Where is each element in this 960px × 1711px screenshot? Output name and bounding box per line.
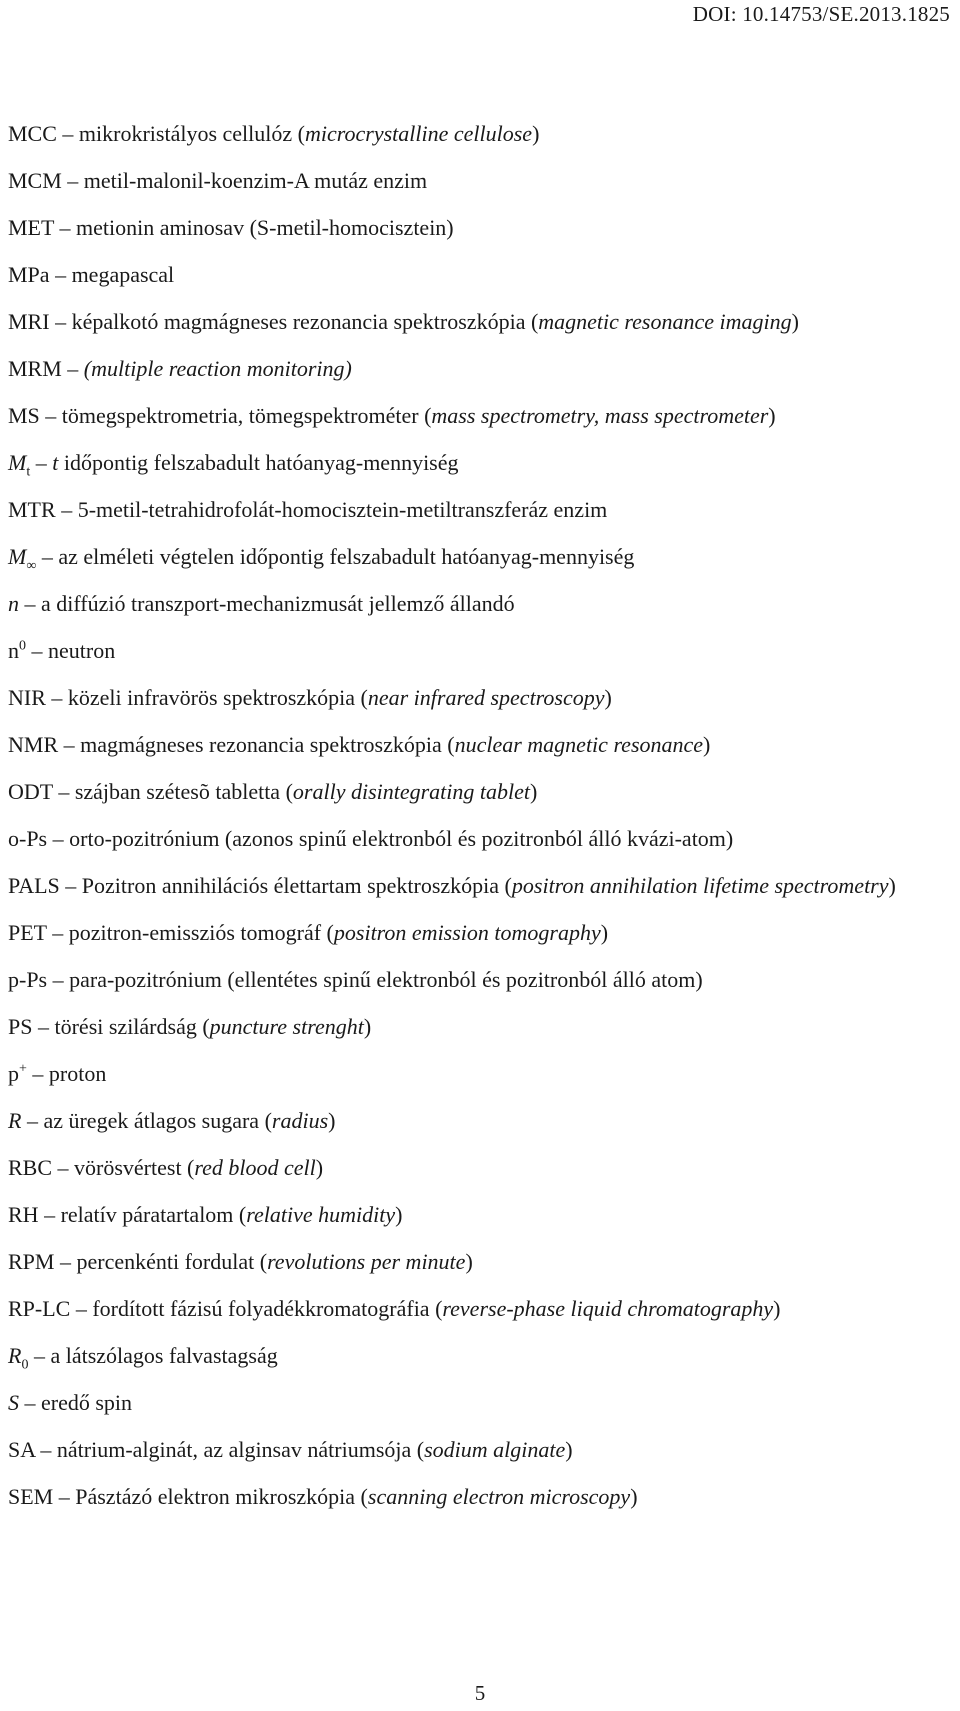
abbreviation-entry: NIR – közeli infravörös spektroszkópia (near infrared spectroscopy) xyxy=(8,685,612,710)
abbreviation-term: NMR xyxy=(8,732,59,757)
english-term: revolutions per minute xyxy=(267,1249,466,1274)
abbreviation-entry: MTR – 5-metil-tetrahidrofolát-homocisztein-metiltranszferáz enzim xyxy=(8,497,608,522)
abbreviation-entry: MRM – (multiple reaction monitoring) xyxy=(8,356,352,381)
abbreviation-entry: p+ – proton xyxy=(8,1061,107,1086)
english-term: scanning electron microscopy xyxy=(367,1484,631,1509)
abbreviation-term: MS xyxy=(8,403,40,428)
abbreviation-entry: NMR – magmágneses rezonancia spektroszkópia (nuclear magnetic resonance) xyxy=(8,732,711,757)
abbreviation-term: SEM xyxy=(8,1484,54,1509)
english-term: mass spectrometry, mass spectrometer xyxy=(431,403,769,428)
abbreviation-term: p-Ps xyxy=(8,967,48,992)
abbreviation-term: SA xyxy=(8,1437,35,1462)
abbreviation-entry: $M_\infty$ – az elméleti végtelen időpontig felszabadult hatóanyag-mennyiség xyxy=(8,544,635,574)
english-term: relative humidity xyxy=(246,1202,396,1227)
abbreviation-term: MRM xyxy=(8,356,62,381)
english-term: microcrystalline cellulose xyxy=(304,121,533,146)
abbreviation-term: M xyxy=(8,450,27,475)
subscript: ∞ xyxy=(26,558,37,574)
abbreviation-entry: RPM – percenkénti fordulat (revolutions per minute) xyxy=(8,1249,473,1274)
abbreviation-definition: Pásztázó elektron mikroszkópia ( xyxy=(75,1484,368,1509)
abbreviation-definition: időpontig felszabadult hatóanyag-mennyiség xyxy=(58,450,459,475)
abbreviation-entry: $M_t$ – t időpontig felszabadult hatóanyag-mennyiség xyxy=(8,450,459,480)
english-term: positron emission tomography xyxy=(333,920,601,945)
abbreviation-definition: képalkotó magmágneses rezonancia spektroszkópia ( xyxy=(71,309,539,334)
abbreviation-term: MRI xyxy=(8,309,50,334)
abbreviation-definition: szájban szétesõ tabletta ( xyxy=(74,779,293,804)
english-term: (multiple reaction monitoring) xyxy=(83,356,352,381)
abbreviation-entry: n – a diffúzió transzport-mechanizmusát jellemző állandó xyxy=(8,591,515,616)
abbreviation-entry: PET – pozitron-emissziós tomográf (positron emission tomography) xyxy=(8,920,609,945)
abbreviation-entry: PALS – Pozitron annihilációs élettartam spektroszkópia (positron annihilation lifetime spectrometry) xyxy=(8,873,896,898)
abbreviation-term: MCC xyxy=(8,121,57,146)
abbreviation-definition: az elméleti végtelen időpontig felszabadult hatóanyag-mennyiség xyxy=(58,544,635,569)
abbreviation-definition: fordított fázisú folyadékkromatográfia ( xyxy=(92,1296,443,1321)
abbreviation-entry: SA – nátrium-alginát, az alginsav nátriumsója (sodium alginate) xyxy=(8,1437,573,1462)
english-term: radius xyxy=(271,1108,329,1133)
abbreviation-definition: közeli infravörös spektroszkópia ( xyxy=(67,685,368,710)
abbreviation-term: PS xyxy=(8,1014,33,1039)
abbreviation-term: RH xyxy=(8,1202,39,1227)
abbreviation-term: RBC xyxy=(8,1155,53,1180)
english-term: puncture strenght xyxy=(209,1014,364,1039)
abbreviation-term: R xyxy=(8,1108,22,1133)
abbreviation-entry: RH – relatív páratartalom (relative humidity) xyxy=(8,1202,403,1227)
abbreviation-definition: neutron xyxy=(48,638,116,663)
abbreviation-entry: p-Ps – para-pozitrónium (ellentétes spinű elektronból és pozitronból álló atom) xyxy=(8,967,703,992)
abbreviation-term: MTR xyxy=(8,497,56,522)
abbreviation-term: NIR xyxy=(8,685,46,710)
english-term: reverse-phase liquid chromatography xyxy=(442,1296,774,1321)
abbreviation-entry: S – eredő spin xyxy=(8,1390,133,1415)
abbreviation-entry: RBC – vörösvértest (red blood cell) xyxy=(8,1155,324,1180)
abbreviation-entry: SEM – Pásztázó elektron mikroszkópia (scanning electron microscopy) xyxy=(8,1484,638,1509)
subscript: 0 xyxy=(21,1357,29,1373)
abbreviation-term: RPM xyxy=(8,1249,55,1274)
abbreviation-definition: metionin aminosav (S-metil-homocisztein) xyxy=(76,215,454,240)
variable: t xyxy=(52,450,59,475)
abbreviation-definition: pozitron-emissziós tomográf ( xyxy=(68,920,334,945)
superscript: 0 xyxy=(19,638,26,654)
abbreviation-entry: MCC – mikrokristályos cellulóz (microcrystalline cellulose) xyxy=(8,121,540,146)
abbreviation-definition: mikrokristályos cellulóz ( xyxy=(78,121,305,146)
english-term: magnetic resonance imaging xyxy=(538,309,792,334)
abbreviation-entry: MS – tömegspektrometria, tömegspektrométer (mass spectrometry, mass spectrometer) xyxy=(8,403,776,428)
abbreviation-definition: orto-pozitrónium (azonos spinű elektronból és pozitronból álló kvázi-atom) xyxy=(69,826,734,851)
abbreviation-entry: R – az üregek átlagos sugara (radius) xyxy=(8,1108,336,1133)
superscript: + xyxy=(19,1061,27,1077)
english-term: positron annihilation lifetime spectrometry xyxy=(511,873,889,898)
abbreviation-term: ODT xyxy=(8,779,53,804)
abbreviation-term: MPa xyxy=(8,262,50,287)
abbreviation-definition: 5-metil-tetrahidrofolát-homocisztein-metiltranszferáz enzim xyxy=(77,497,608,522)
abbreviation-term: RP-LC xyxy=(8,1296,71,1321)
abbreviation-definition: megapascal xyxy=(71,262,175,287)
abbreviation-entry: RP-LC – fordított fázisú folyadékkromatográfia (reverse-phase liquid chromatography) xyxy=(8,1296,781,1321)
abbreviation-term: M xyxy=(8,544,27,569)
abbreviation-term: S xyxy=(8,1390,19,1415)
english-term: nuclear magnetic resonance xyxy=(454,732,704,757)
english-term: orally disintegrating tablet xyxy=(292,779,531,804)
abbreviation-term: MET xyxy=(8,215,55,240)
abbreviation-entry: MCM – metil-malonil-koenzim-A mutáz enzim xyxy=(8,168,428,193)
abbreviation-entry: o-Ps – orto-pozitrónium (azonos spinű elektronból és pozitronból álló kvázi-atom) xyxy=(8,826,734,851)
abbreviation-definition: relatív páratartalom ( xyxy=(60,1202,247,1227)
abbreviation-entry: MET – metionin aminosav (S-metil-homocisztein) xyxy=(8,215,454,240)
abbreviation-term: p xyxy=(8,1061,19,1086)
abbreviation-list xyxy=(8,110,954,1520)
abbreviation-definition: para-pozitrónium (ellentétes spinű elektronból és pozitronból álló atom) xyxy=(69,967,703,992)
abbreviation-definition: eredő spin xyxy=(41,1390,133,1415)
abbreviation-definition: az üregek átlagos sugara ( xyxy=(43,1108,272,1133)
abbreviation-definition: tömegspektrometria, tömegspektrométer ( xyxy=(61,403,432,428)
abbreviation-term: o-Ps xyxy=(8,826,48,851)
abbreviation-entry: MRI – képalkotó magmágneses rezonancia spektroszkópia (magnetic resonance imaging) xyxy=(8,309,799,334)
abbreviation-definition: vörösvértest ( xyxy=(74,1155,195,1180)
doi-header: DOI: 10.14753/SE.2013.1825 xyxy=(692,2,950,26)
abbreviation-term: PET xyxy=(8,920,47,945)
subscript: t xyxy=(26,464,31,480)
abbreviation-definition: a diffúzió transzport-mechanizmusát jellemző állandó xyxy=(41,591,515,616)
abbreviation-definition: percenkénti fordulat ( xyxy=(76,1249,268,1274)
abbreviation-definition: proton xyxy=(48,1061,107,1086)
page-number: 5 xyxy=(474,1681,486,1705)
english-term: red blood cell xyxy=(194,1155,316,1180)
abbreviation-entry: $n^0$ – neutron xyxy=(8,638,116,663)
abbreviation-definition: metil-malonil-koenzim-A mutáz enzim xyxy=(83,168,428,193)
abbreviation-definition: magmágneses rezonancia spektroszkópia ( xyxy=(80,732,455,757)
abbreviation-definition: a látszólagos falvastagság xyxy=(50,1343,278,1368)
abbreviation-definition: nátrium-alginát, az alginsav nátriumsója ( xyxy=(56,1437,425,1462)
english-term: near infrared spectroscopy xyxy=(367,685,605,710)
abbreviation-entry: ODT – szájban szétesõ tabletta (orally disintegrating tablet) xyxy=(8,779,538,804)
abbreviation-term: MCM xyxy=(8,168,62,193)
abbreviation-term: PALS xyxy=(8,873,60,898)
abbreviation-entry: MPa – megapascal xyxy=(8,262,175,287)
abbreviation-entry: PS – törési szilárdság (puncture strenght) xyxy=(8,1014,372,1039)
abbreviation-entry: $R_0$ – a látszólagos falvastagság xyxy=(8,1343,278,1373)
abbreviation-term: R xyxy=(8,1343,22,1368)
abbreviation-definition: törési szilárdság ( xyxy=(54,1014,210,1039)
abbreviation-term: n xyxy=(8,591,19,616)
abbreviation-term: n xyxy=(8,638,19,663)
english-term: sodium alginate xyxy=(424,1437,566,1462)
abbreviation-definition: Pozitron annihilációs élettartam spektroszkópia ( xyxy=(81,873,512,898)
